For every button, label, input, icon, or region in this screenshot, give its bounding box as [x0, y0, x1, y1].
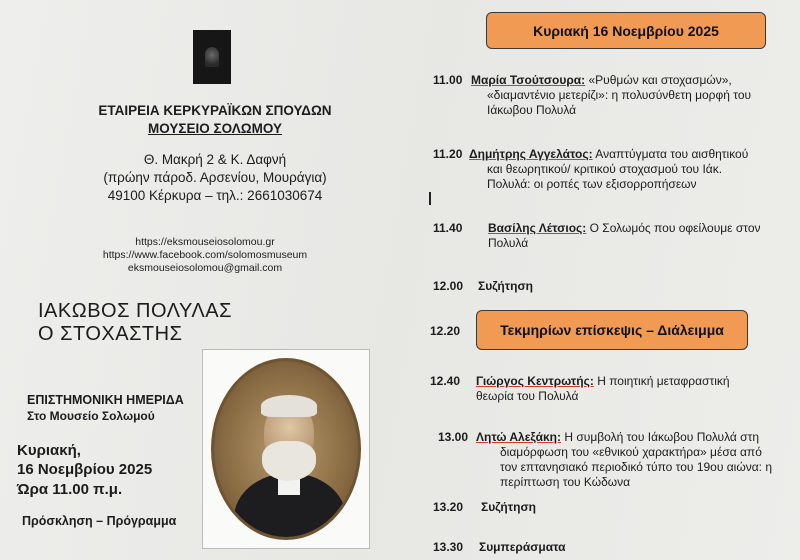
portrait-image [202, 349, 370, 549]
talk-title-line: και θεωρητικού/ κριτικού στοχασμού του Ιάκ. [487, 162, 723, 176]
talk-title-line: Αναπτύγματα του αισθητικού [595, 147, 749, 161]
event-hour: Ώρα 11.00 π.μ. [17, 481, 123, 498]
time-slot: 13.00 [438, 430, 469, 444]
event-type: ΕΠΙΣΤΗΜΟΝΙΚΗ ΗΜΕΡΙΔΑ [27, 393, 184, 407]
talk-title-line: «διαμαντένιο μετερίζι»: η πολυσύνθετη μορφή του [487, 88, 752, 102]
program-entry [476, 430, 796, 490]
event-venue: Στο Μουσείο Σολωμού [27, 409, 155, 423]
talk-title-line: Πολυλά [488, 236, 529, 250]
portrait-oval [211, 358, 361, 540]
talk-title-line: Πολυλά: οι ροπές των εξισορροπήσεων [487, 177, 697, 191]
talk-title-line: διαμόρφωση του «εθνικού χαρακτήρα» μέσα από [500, 445, 762, 459]
speaker-name: Λητώ Αλεξάκη: [476, 430, 562, 444]
event-title-line-2: Ο ΣΤΟΧΑΣΤΗΣ [38, 323, 183, 345]
time-slot: 11.20 [433, 147, 463, 161]
talk-title-line: θεωρία του Πολυλά [476, 389, 579, 403]
time-slot: 12.00 [433, 279, 464, 293]
break-label: Τεκμηρίων επίσκεψις – Διάλειμμα [476, 310, 748, 350]
talk-title-line: Ιάκωβου Πολυλά [487, 103, 577, 117]
email-link[interactable]: eksmouseiosolomou@gmail.com [127, 262, 283, 274]
website-link[interactable]: https://eksmouseiosolomou.gr [135, 236, 275, 248]
time-slot: 12.40 [430, 374, 461, 388]
program-date-header: Κυριακή 16 Νοεμβρίου 2025 [486, 12, 766, 49]
logo-portrait-icon [193, 30, 231, 84]
speaker-name: Δημήτρης Αγγελάτος: [469, 147, 593, 161]
speaker-name: Γιώργος Κεντρωτής: [476, 374, 594, 388]
program-entry [471, 73, 791, 118]
event-title-line-1: ΙΑΚΩΒΟΣ ΠΟΛΥΛΑΣ [38, 300, 232, 322]
logo-figure [205, 47, 219, 67]
address-line-1: Θ. Μακρή 2 & Κ. Δαφνή [143, 152, 287, 167]
talk-title-line: «Ρυθμών και στοχασμών», [588, 73, 732, 87]
talk-title-line: περίπτωση του Κώδωνα [500, 475, 631, 489]
address-line-2: (πρώην πάροδ. Αρσενίου, Μουράγια) [103, 170, 327, 185]
discussion-label: Συζήτηση [478, 279, 533, 293]
speaker-name: Βασίλης Λέτσιος: [488, 221, 587, 235]
time-slot: 11.40 [433, 221, 463, 235]
address-line-3: 49100 Κέρκυρα – τηλ.: 2661030674 [107, 188, 323, 203]
facebook-link[interactable]: https://www.facebook.com/solomosmuseum [102, 249, 308, 261]
museum-name: ΜΟΥΣΕΙΟ ΣΟΛΩΜΟΥ [148, 121, 282, 136]
conclusions-label: Συμπεράσματα [479, 540, 566, 554]
portrait-hair [261, 395, 317, 417]
portrait-beard [262, 441, 316, 481]
event-day: Κυριακή, [17, 442, 81, 459]
society-name: ΕΤΑΙΡΕΙΑ ΚΕΡΚΥΡΑΪΚΩΝ ΣΠΟΥΔΩΝ [98, 103, 332, 118]
program-entry [476, 374, 786, 404]
talk-title-line: Ο Σολωμός που οφείλουμε στον [589, 221, 761, 235]
event-date: 16 Νοεμβρίου 2025 [17, 461, 153, 478]
discussion-label: Συζήτηση [481, 500, 536, 514]
time-slot: 12.20 [430, 324, 461, 338]
talk-title-line: τον επτανησιακό περιοδικό τύπο του 19ου αιώνα: η [500, 460, 772, 474]
time-slot: 11.00 [433, 73, 463, 87]
speaker-name: Μαρία Τσούτσουρα: [471, 73, 586, 87]
program-entry [469, 147, 789, 192]
cursor-mark [429, 192, 431, 205]
talk-title-line: Η ποιητική μεταφραστική [597, 374, 730, 388]
time-slot: 13.30 [433, 540, 464, 554]
program-entry [488, 221, 788, 251]
talk-title-line: Η συμβολή του Ιάκωβου Πολυλά στη [564, 430, 760, 444]
time-slot: 13.20 [433, 500, 464, 514]
invitation-label: Πρόσκληση – Πρόγραμμα [22, 514, 177, 528]
